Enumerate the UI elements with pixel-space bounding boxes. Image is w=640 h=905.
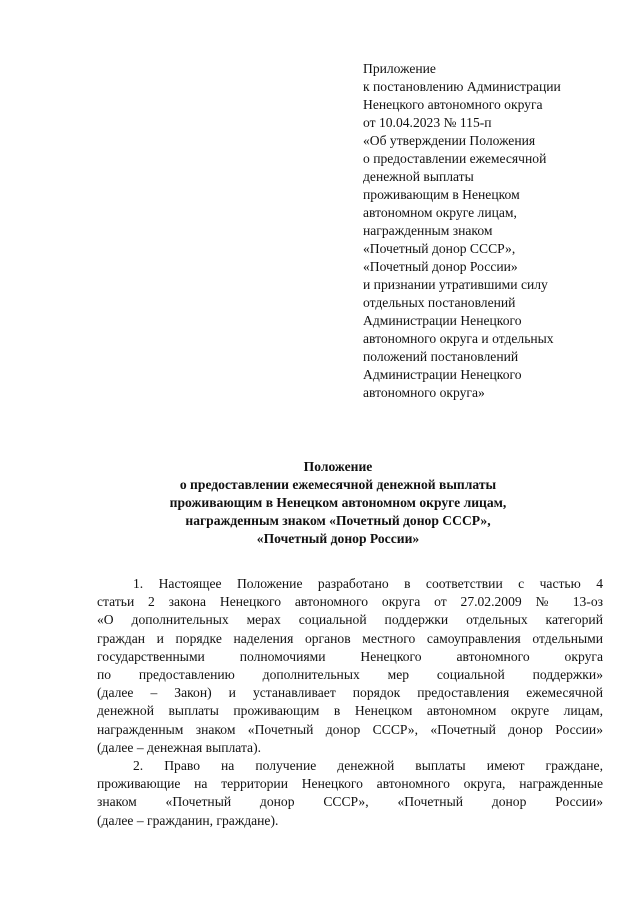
appendix-line: Ненецкого автономного округа — [363, 97, 543, 112]
paragraph-line: знаком «Почетный донор СССР», «Почетный донор России» — [97, 794, 603, 810]
title-line: «Почетный донор России» — [256, 531, 420, 546]
paragraph-line: проживающие на территории Ненецкого автономного округа, награжденные — [97, 776, 603, 792]
title-line: Положение — [303, 459, 373, 474]
appendix-line: положений постановлений — [363, 349, 519, 364]
paragraph-line: граждан и порядке наделения органов местного самоуправления отдельными — [97, 630, 603, 646]
paragraph-line: 1. Настоящее Положение разработано в соответствии с частью 4 — [133, 576, 603, 591]
paragraph-2 — [97, 757, 603, 830]
appendix-line: от 10.04.2023 № 115-п — [363, 115, 492, 130]
appendix-line: «Почетный донор России» — [363, 259, 518, 274]
paragraph-line: (далее – гражданин, граждане). — [97, 812, 279, 828]
appendix-line: Администрации Ненецкого — [363, 367, 522, 382]
paragraph-line: по предоставлению дополнительных мер социальной поддержки» — [97, 667, 603, 683]
appendix-line: к постановлению Администрации — [363, 79, 561, 94]
paragraph-line: (далее – денежная выплата). — [97, 739, 262, 755]
appendix-line: «Об утверждении Положения — [363, 133, 536, 148]
paragraph-1 — [97, 575, 603, 757]
document-body — [97, 575, 603, 830]
appendix-line: отдельных постановлений — [363, 295, 516, 310]
title-line: награжденным знаком «Почетный донор СССР», — [185, 513, 491, 528]
paragraph-line: денежной выплаты проживающим в Ненецком автономном округе лицам, — [97, 703, 603, 719]
appendix-line: автономном округе лицам, — [363, 205, 517, 220]
appendix-line: проживающим в Ненецком — [363, 187, 520, 202]
appendix-line: автономного округа и отдельных — [363, 331, 554, 346]
paragraph-line: 2. Право на получение денежной выплаты имеют граждане, — [133, 758, 603, 774]
appendix-line: Приложение — [363, 61, 436, 76]
paragraph-line: (далее – Закон) и устанавливает порядок предоставления ежемесячной — [97, 685, 603, 701]
title-line: о предоставлении ежемесячной денежной выплаты — [179, 477, 497, 492]
appendix-line: награжденным знаком — [363, 223, 493, 238]
appendix-line: «Почетный донор СССР», — [363, 241, 516, 256]
title-line: проживающим в Ненецком автономном округе лицам, — [169, 495, 507, 510]
appendix-line: денежной выплаты — [363, 169, 474, 184]
appendix-line: и признании утратившими силу — [363, 277, 548, 292]
paragraph-line: государственными полномочиями Ненецкого автономного округа — [97, 648, 603, 664]
paragraph-line: «О дополнительных мерах социальной поддержки отдельных категорий — [97, 612, 603, 628]
document-title — [80, 458, 596, 548]
appendix-line: автономного округа» — [363, 385, 485, 400]
appendix-line: Администрации Ненецкого — [363, 313, 522, 328]
paragraph-line: награжденным знаком «Почетный донор СССР», «Почетный донор России» — [97, 721, 603, 737]
paragraph-line: статьи 2 закона Ненецкого автономного округа от 27.02.2009 № 13-оз — [97, 594, 603, 610]
appendix-block — [363, 60, 625, 402]
appendix-line: о предоставлении ежемесячной — [363, 151, 547, 166]
